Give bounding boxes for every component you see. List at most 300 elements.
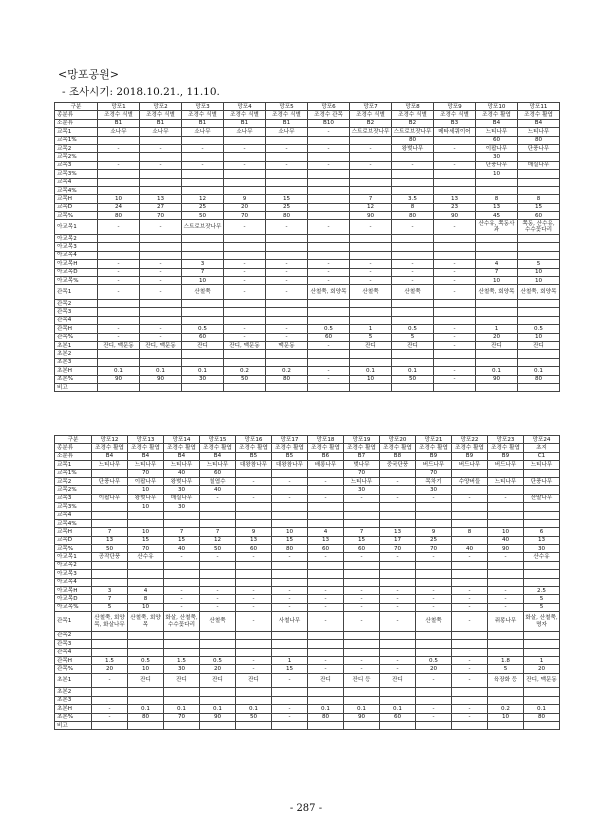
table-cell: - (434, 260, 476, 268)
table-cell: 조경수 활엽 (344, 444, 380, 452)
table-cell: - (224, 333, 266, 341)
table-cell (524, 648, 560, 656)
table-cell: 소나무 (182, 128, 224, 136)
table-cell (308, 186, 350, 194)
table-cell (236, 648, 272, 656)
table-cell: - (164, 553, 200, 561)
table-cell (164, 519, 200, 527)
table-cell (182, 316, 224, 324)
table-cell: 0.1 (350, 367, 392, 375)
row-label: 관목3 (55, 640, 92, 648)
table-cell (380, 486, 416, 494)
table-cell: - (434, 375, 476, 383)
table-cell: - (344, 612, 380, 632)
table-row (55, 713, 560, 721)
table-cell (308, 212, 350, 220)
table-cell (140, 186, 182, 194)
table-row (55, 587, 560, 595)
table-cell (488, 469, 524, 477)
row-label: 초본3 (55, 696, 92, 704)
table-cell: B4 (92, 452, 128, 460)
table-cell: 단풍나무 (476, 161, 518, 169)
table-cell (488, 688, 524, 696)
table-cell: B4 (200, 452, 236, 460)
table-cell (266, 170, 308, 178)
table-cell (266, 350, 308, 358)
table-cell (452, 486, 488, 494)
table-cell (164, 578, 200, 586)
table-cell (416, 688, 452, 696)
row-label: 교목4% (55, 519, 92, 527)
row-label: 초본3 (55, 358, 98, 366)
table-cell (224, 153, 266, 161)
table-cell (224, 308, 266, 316)
table-cell: 산철쭉, 회양목 (308, 285, 350, 300)
table-cell: 6 (524, 528, 560, 536)
table-cell: B1 (182, 119, 224, 127)
column-header: 망포9 (434, 103, 476, 111)
section-title: <망포공원> (58, 68, 119, 81)
table-cell (518, 300, 560, 308)
table-cell: 잔디 (164, 673, 200, 688)
table-cell (200, 721, 236, 729)
column-header: 망포5 (266, 103, 308, 111)
table-cell: 90 (98, 375, 140, 383)
table-cell: 수양버들 (452, 477, 488, 485)
table-cell: 조경수 식별 (266, 111, 308, 119)
table-cell (350, 235, 392, 243)
table-cell: 2.5 (524, 587, 560, 595)
table-cell: 단풍나무 (92, 477, 128, 485)
table-cell: - (434, 277, 476, 285)
table-cell (236, 696, 272, 704)
table-cell (416, 721, 452, 729)
row-label: 교목3% (55, 503, 92, 511)
table-cell (164, 640, 200, 648)
table-cell: 쪽동, 산수유, 수수꽃다리 (518, 220, 560, 235)
table-cell: 20 (224, 203, 266, 211)
table-row (55, 696, 560, 704)
table-cell (518, 235, 560, 243)
table-cell (488, 696, 524, 704)
table-cell (272, 631, 308, 639)
table-row (55, 367, 560, 375)
table-cell: 4 (308, 528, 344, 536)
table-row (55, 119, 560, 127)
table-cell: 90 (476, 375, 518, 383)
table-cell: - (416, 673, 452, 688)
table-cell (266, 153, 308, 161)
table-cell (524, 469, 560, 477)
table-cell: 0.1 (380, 705, 416, 713)
table-cell: 0.5 (416, 656, 452, 664)
table-cell (182, 350, 224, 358)
table-cell: - (344, 494, 380, 502)
table-cell (200, 648, 236, 656)
table-cell (182, 186, 224, 194)
table-cell (434, 170, 476, 178)
survey-period: - 조사시기: 2018.10.21., 11.10. (62, 86, 220, 98)
table-cell (380, 570, 416, 578)
table-row (55, 333, 560, 341)
table-cell: 0.1 (476, 367, 518, 375)
row-label: 교목% (55, 545, 92, 553)
row-label: 초본% (55, 713, 92, 721)
table-cell (524, 486, 560, 494)
table-cell (92, 648, 128, 656)
table-cell: 80 (128, 713, 164, 721)
table-cell: 산수유, 쪽동사과 (476, 220, 518, 235)
table-cell (224, 358, 266, 366)
table-cell: 0.1 (128, 705, 164, 713)
table-cell: B1 (224, 119, 266, 127)
table-cell (524, 511, 560, 519)
table-cell (236, 688, 272, 696)
table-cell: 10 (272, 528, 308, 536)
table-cell: 8 (476, 195, 518, 203)
table-cell: 조경수 활엽 (128, 444, 164, 452)
row-label: 관목4 (55, 648, 92, 656)
table-cell (308, 136, 350, 144)
table-cell (266, 178, 308, 186)
row-label: 관목H (55, 325, 98, 333)
table-cell: 잔디, 맥문동 (98, 341, 140, 349)
table-cell (308, 561, 344, 569)
table-cell (140, 383, 182, 391)
column-header: 망포7 (350, 103, 392, 111)
table-cell: 단풍나무 (524, 477, 560, 485)
table-cell: - (350, 220, 392, 235)
table-cell: - (380, 587, 416, 595)
table-cell: - (434, 220, 476, 235)
table-cell (200, 570, 236, 578)
table-cell: - (308, 220, 350, 235)
table-cell (344, 631, 380, 639)
table-cell (164, 631, 200, 639)
table-cell (308, 316, 350, 324)
table-cell: 15 (272, 536, 308, 544)
table-cell: 느티나무 (518, 128, 560, 136)
table-cell: - (308, 587, 344, 595)
table-cell (416, 561, 452, 569)
table-row (55, 251, 560, 259)
table-cell (308, 251, 350, 259)
table-cell: - (224, 277, 266, 285)
table-cell: 스트로브잣나무 (350, 128, 392, 136)
table-cell (308, 358, 350, 366)
row-label: 교목4% (55, 186, 98, 194)
table-cell (488, 721, 524, 729)
table-cell: - (308, 603, 344, 611)
table-cell (128, 688, 164, 696)
table-row (55, 595, 560, 603)
table-cell: 7 (92, 528, 128, 536)
table-cell: 잔디 (518, 341, 560, 349)
table-cell (164, 511, 200, 519)
table-row (55, 243, 560, 251)
table-row (55, 203, 560, 211)
table-cell: - (416, 595, 452, 603)
table-cell (476, 186, 518, 194)
table-cell: 0.1 (524, 705, 560, 713)
table-cell: 80 (266, 212, 308, 220)
table-cell: 0.1 (518, 367, 560, 375)
table-cell (224, 300, 266, 308)
table-cell: - (434, 268, 476, 276)
table-cell: - (92, 713, 128, 721)
table-cell (128, 696, 164, 704)
table-cell: - (224, 285, 266, 300)
table-cell: - (98, 325, 140, 333)
table-cell (140, 178, 182, 186)
table-cell: B5 (272, 452, 308, 460)
table-cell (266, 251, 308, 259)
row-label: 아교목% (55, 603, 92, 611)
table-cell (452, 631, 488, 639)
table-cell: 27 (140, 203, 182, 211)
table-cell: - (308, 268, 350, 276)
table-cell: - (200, 587, 236, 595)
table-row (55, 212, 560, 220)
table-cell: - (224, 220, 266, 235)
table-cell: 50 (236, 713, 272, 721)
table-cell: - (308, 341, 350, 349)
table-cell (392, 308, 434, 316)
table-cell (344, 503, 380, 511)
table-cell (476, 178, 518, 186)
table-cell (236, 486, 272, 494)
table-cell: 조경수 활엽 (164, 444, 200, 452)
column-header: 구분 (55, 103, 98, 111)
table-cell: - (140, 260, 182, 268)
table-cell: 버드나무 (488, 461, 524, 469)
table-cell (416, 631, 452, 639)
table-cell (140, 358, 182, 366)
row-label: 교목% (55, 212, 98, 220)
table-cell: 소나무 (98, 128, 140, 136)
table-cell (308, 469, 344, 477)
table-cell (98, 136, 140, 144)
table-cell (98, 316, 140, 324)
row-label: 비고 (55, 721, 92, 729)
table-cell: 12 (350, 203, 392, 211)
table-cell: - (266, 333, 308, 341)
table-cell (182, 383, 224, 391)
table-cell (488, 519, 524, 527)
table-cell (140, 251, 182, 259)
table-cell: 대왕참나무 (236, 461, 272, 469)
table-cell (236, 578, 272, 586)
table-cell: 잔디, 맥문동 (524, 673, 560, 688)
table-cell (182, 170, 224, 178)
table-cell: - (272, 587, 308, 595)
table-row (55, 452, 560, 460)
table-cell: 0.1 (140, 367, 182, 375)
table-row (55, 461, 560, 469)
table-cell: 맥문동 (266, 341, 308, 349)
table-cell: - (392, 260, 434, 268)
table-cell: - (350, 161, 392, 169)
table-cell (200, 640, 236, 648)
table-cell (350, 243, 392, 251)
table-cell: - (272, 553, 308, 561)
table-cell (308, 486, 344, 494)
table-cell: - (236, 587, 272, 595)
table-cell: 잔디 (350, 341, 392, 349)
table-cell: - (380, 656, 416, 664)
table-cell: - (236, 494, 272, 502)
table-cell (524, 631, 560, 639)
row-label: 초본1 (55, 673, 92, 688)
table-cell: 90 (350, 212, 392, 220)
table-cell (380, 578, 416, 586)
table-cell: 0.1 (344, 705, 380, 713)
table-cell (476, 235, 518, 243)
table-cell: 0.5 (128, 656, 164, 664)
table-cell: 소나무 (140, 128, 182, 136)
table-cell (452, 648, 488, 656)
table-cell: - (380, 595, 416, 603)
row-label: 아교목D (55, 595, 92, 603)
table-cell (308, 203, 350, 211)
column-header: 망포22 (452, 436, 488, 444)
table-cell: - (98, 144, 140, 152)
table-cell: 화살, 산철쭉, 수수꽃다리 (164, 612, 200, 632)
table-cell: 15 (518, 203, 560, 211)
table-cell: 0.2 (266, 367, 308, 375)
table-cell: 목차기 (416, 477, 452, 485)
table-cell (416, 503, 452, 511)
table-cell (266, 316, 308, 324)
table-cell (518, 316, 560, 324)
table-cell: 이팝나무 (476, 144, 518, 152)
table-cell: 조경수 식별 (224, 111, 266, 119)
table-row (55, 656, 560, 664)
table-cell: 잔디 (236, 673, 272, 688)
table-cell (392, 300, 434, 308)
table-cell (392, 350, 434, 358)
table-cell: - (380, 494, 416, 502)
table-cell (380, 561, 416, 569)
table-cell (308, 688, 344, 696)
column-header: 망포10 (476, 103, 518, 111)
table-cell (182, 136, 224, 144)
table-cell (308, 235, 350, 243)
table-cell: - (164, 595, 200, 603)
table-cell: 15 (344, 536, 380, 544)
table-cell (488, 511, 524, 519)
table-cell: 0.5 (200, 656, 236, 664)
row-label: 비고 (55, 383, 98, 391)
table-cell: B10 (308, 119, 350, 127)
table-cell: 스트로브잣나무 (392, 128, 434, 136)
table-cell (518, 243, 560, 251)
row-label: 종분류 (55, 444, 92, 452)
table-header-row (55, 103, 560, 111)
table-cell (224, 316, 266, 324)
table-cell: - (452, 705, 488, 713)
table-cell: - (344, 587, 380, 595)
table-cell (272, 570, 308, 578)
table-cell: 산철쭉 (392, 285, 434, 300)
table-cell: 10 (128, 665, 164, 673)
table-cell: - (380, 665, 416, 673)
table-cell: - (266, 325, 308, 333)
table-cell: - (434, 333, 476, 341)
table-cell: 조경수 활엽 (200, 444, 236, 452)
table-cell: - (308, 260, 350, 268)
table-cell (272, 519, 308, 527)
table-cell: - (308, 553, 344, 561)
table-cell (140, 243, 182, 251)
table-cell: 60 (182, 333, 224, 341)
table-cell: 5 (350, 333, 392, 341)
table-cell: - (164, 603, 200, 611)
table-cell: - (350, 277, 392, 285)
row-label: 아교목D (55, 268, 98, 276)
table-cell: - (452, 603, 488, 611)
table-cell (92, 561, 128, 569)
table-cell (452, 536, 488, 544)
table-cell (140, 316, 182, 324)
table-cell: - (272, 477, 308, 485)
table-cell (434, 186, 476, 194)
table-cell: - (272, 705, 308, 713)
table-cell: - (140, 220, 182, 235)
table-cell (98, 251, 140, 259)
table-cell: 0.1 (164, 705, 200, 713)
table-cell (392, 153, 434, 161)
table-cell: 조경수 활엽 (416, 444, 452, 452)
table-cell (224, 251, 266, 259)
table-cell: 7 (200, 528, 236, 536)
table-cell: B1 (98, 119, 140, 127)
table-cell: 50 (392, 375, 434, 383)
table-cell (308, 631, 344, 639)
table-cell: - (266, 285, 308, 300)
table-cell: - (140, 161, 182, 169)
table-cell: - (434, 144, 476, 152)
table-cell (200, 511, 236, 519)
table-cell (524, 688, 560, 696)
column-header: 망포13 (128, 436, 164, 444)
table-cell: - (200, 553, 236, 561)
table-cell: 잔디, 맥문동 (140, 341, 182, 349)
table-cell (308, 195, 350, 203)
table-cell: 배롱나무 (308, 461, 344, 469)
table-cell: 육장화 등 (488, 673, 524, 688)
table-cell (98, 300, 140, 308)
table-row (55, 570, 560, 578)
row-label: 초본% (55, 375, 98, 383)
table-cell: - (308, 161, 350, 169)
table-cell (350, 170, 392, 178)
table-cell (416, 578, 452, 586)
table-cell: 스트로브잣나무 (182, 220, 224, 235)
table-cell: - (200, 494, 236, 502)
table-cell: 30 (182, 375, 224, 383)
table-cell: 23 (434, 203, 476, 211)
table-cell: 70 (224, 212, 266, 220)
table-cell: 5 (488, 665, 524, 673)
table-cell: - (350, 144, 392, 152)
table-cell (476, 350, 518, 358)
table-row (55, 128, 560, 136)
table-cell: - (266, 220, 308, 235)
table-cell: 40 (488, 536, 524, 544)
table-cell: 조경수 식별 (182, 111, 224, 119)
table-cell: 버드나무 (416, 461, 452, 469)
